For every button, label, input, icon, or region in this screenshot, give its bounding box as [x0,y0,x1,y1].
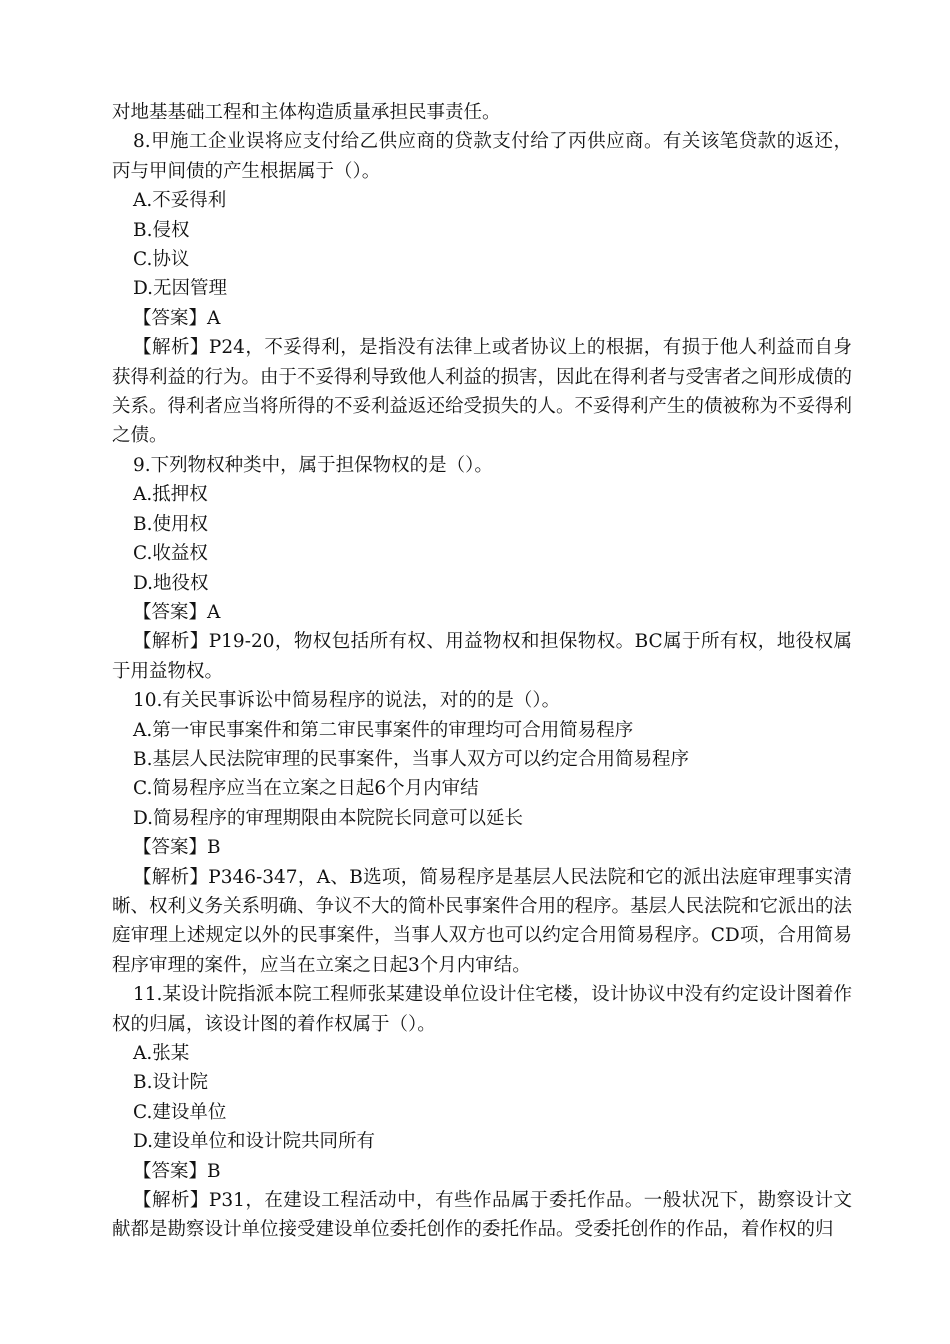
answer-line: 【答案】B [133,837,221,859]
option-d: D.建设单位和设计院共同所有 [133,1131,376,1153]
option-b: B.使用权 [133,513,208,535]
analysis-paragraph: 【解析】P19-20，物权包括所有权、用益物权和担保物权。BC属于所有权，地役权属于用益物权。 [112,631,852,682]
analysis-paragraph: 【解析】P346-347，A、B选项，简易程序是基层人民法院和它的派出法庭审理事实清晰、权利义务关系明确、争议不大的简朴民事案件合用的程序。基层人民法院和它派出的法庭审理上述规定以外的民事案件，当事人双方也可以约定合用简易程序。CD项，合用简易程序审理的案件，应当在立案之日起3个月内审结。 [112,866,853,976]
question-stem: 9.下列物权种类中，属于担保物权的是（）。 [133,454,493,476]
answer-line: 【答案】B [133,1160,221,1182]
question-block-11 [112,980,852,1245]
option-c: C.建设单位 [133,1101,227,1123]
question-stem: 8.甲施工企业误将应支付给乙供应商的贷款支付给了丙供应商。有关该笔贷款的返还，丙与甲间债的产生根据属于（）。 [112,131,852,182]
option-c: C.简易程序应当在立案之日起6个月内审结 [133,778,479,800]
question-stem: 11.某设计院指派本院工程师张某建设单位设计住宅楼，设计协议中没有约定设计图着作权的归属，该设计图的着作权属于（）。 [112,984,852,1035]
option-b: B.设计院 [133,1072,208,1094]
analysis-paragraph: 【解析】P31，在建设工程活动中，有些作品属于委托作品。一般状况下，勘察设计文献都是勘察设计单位接受建设单位委托创作的委托作品。受委托创作的作品，着作权的归 [112,1190,852,1241]
option-c: C.协议 [133,249,190,271]
option-d: D.无因管理 [133,278,228,300]
option-a: A.不妥得利 [133,190,227,212]
option-a: A.第一审民事案件和第二审民事案件的审理均可合用简易程序 [133,719,634,741]
option-b: B.基层人民法院审理的民事案件，当事人双方可以约定合用简易程序 [133,748,689,770]
option-c: C.收益权 [133,543,208,565]
option-a: A.抵押权 [133,484,208,506]
lead-line: 对地基基础工程和主体构造质量承担民事责任。 [112,102,501,123]
option-a: A.张某 [133,1043,190,1064]
option-d: D.简易程序的审理期限由本院院长同意可以延长 [133,807,524,829]
answer-line: 【答案】A [133,307,221,329]
question-block-10 [112,686,852,980]
question-stem: 10.有关民事诉讼中简易程序的说法，对的的是（）。 [133,690,561,712]
question-block-9 [112,451,852,686]
analysis-paragraph: 【解析】P24，不妥得利，是指没有法律上或者协议上的根据，有损于他人利益而自身获得利益的行为。由于不妥得利导致他人利益的损害，因此在得利者与受害者之间形成债的关系。得利者应当将所得的不妥利益返还给受损失的人。不妥得利产生的债被称为不妥得利之债。 [112,337,853,447]
question-block-8 [112,127,852,450]
option-b: B.侵权 [133,219,190,241]
answer-line: 【答案】A [133,601,221,623]
option-d: D.地役权 [133,572,209,594]
document-page [112,98,852,1245]
